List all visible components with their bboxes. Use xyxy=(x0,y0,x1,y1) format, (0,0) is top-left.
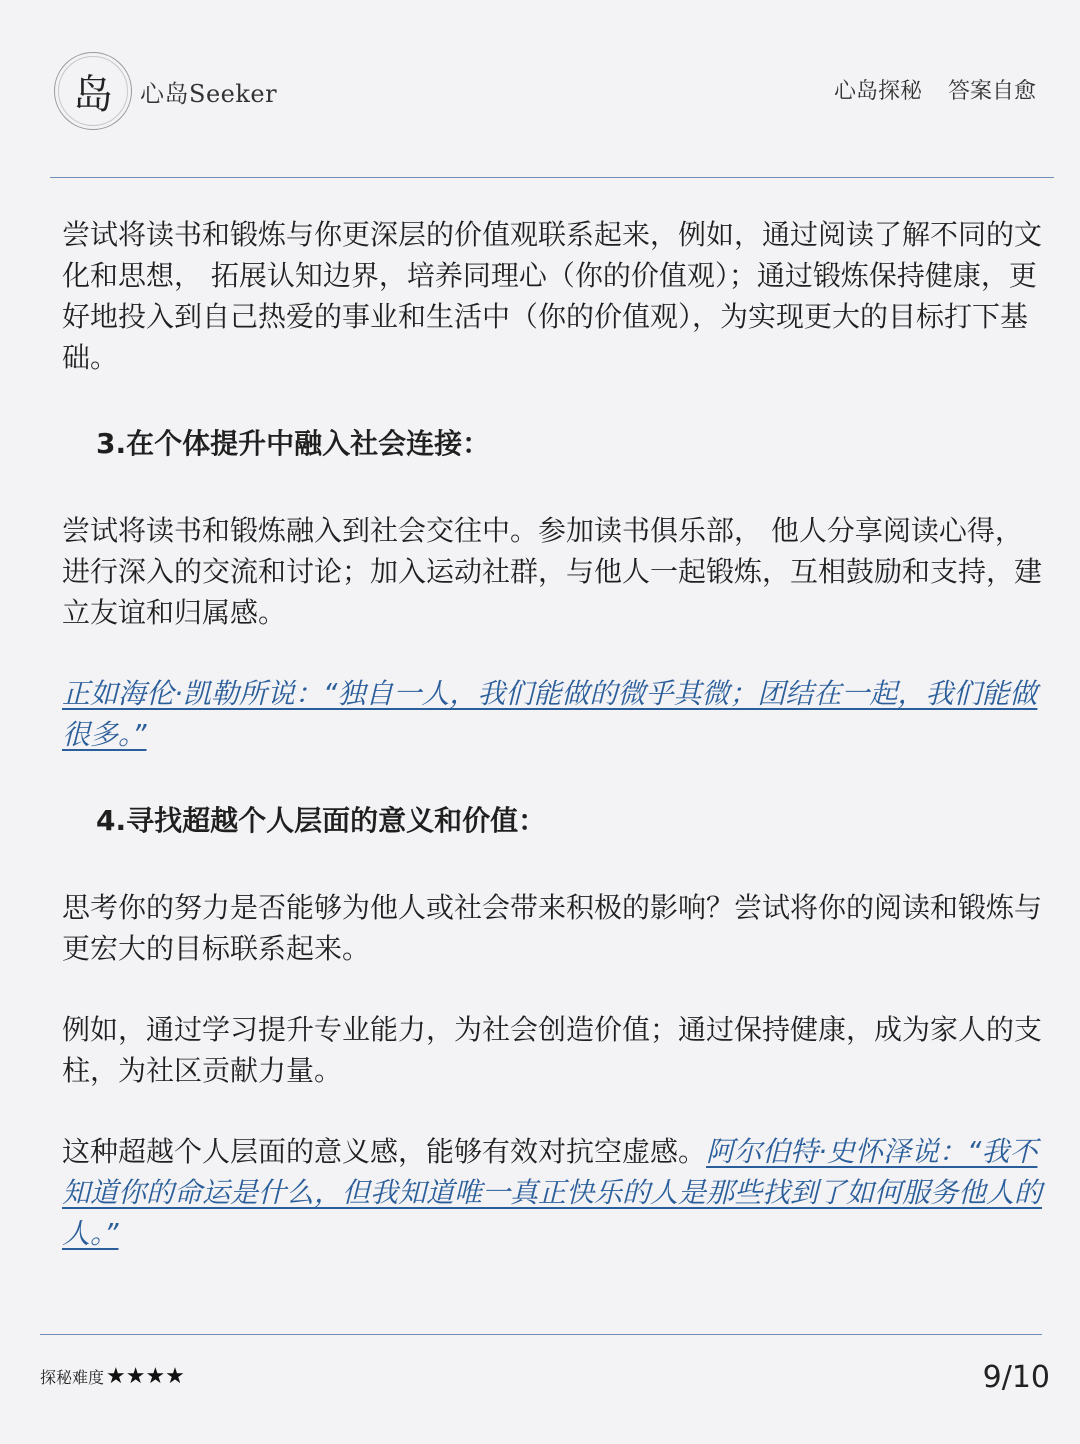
paragraph-social: 尝试将读书和锻炼融入到社会交往中。参加读书俱乐部， 他人分享阅读心得，进行深入的交流和讨论；加入运动社群，与他人一起锻炼，互相鼓励和支持，建立友谊和归属感。 xyxy=(62,514,1043,629)
footer-divider xyxy=(40,1334,1042,1335)
quote-schweitzer[interactable]: 阿尔伯特·史怀泽说：“我不知道你的命运是什么，但我知道唯一真正快乐的人是那些找到了如何服务他人的人。” xyxy=(62,1135,1043,1250)
difficulty-label: 探秘难度 xyxy=(40,1368,105,1387)
paragraph-emptiness-text: 这种超越个人层面的意义感，能够有效对抗空虚感。 xyxy=(62,1135,707,1168)
header-divider xyxy=(50,177,1054,178)
logo-char: 岛 xyxy=(73,71,113,118)
paragraph-example: 例如，通过学习提升专业能力，为社会创造价值；通过保持健康，成为家人的支柱，为社区贡献力量。 xyxy=(62,1013,1043,1087)
quote-helen-keller[interactable]: 正如海伦·凯勒所说：“独自一人，我们能做的微乎其微；团结在一起，我们能做很多。” xyxy=(62,677,1038,751)
brand-name: 心岛Seeker xyxy=(140,80,278,108)
logo xyxy=(54,52,132,130)
nav-item-heal[interactable]: 答案自愈 xyxy=(947,79,1036,104)
star-icon: ★★★★ xyxy=(106,1364,185,1389)
nav-item-explore[interactable]: 心岛探秘 xyxy=(833,79,922,104)
paragraph-meaning: 思考你的努力是否能够为他人或社会带来积极的影响？尝试将你的阅读和锻炼与更宏大的目标联系起来。 xyxy=(62,891,1043,965)
header-nav xyxy=(834,74,1036,105)
page-number: 9/10 xyxy=(982,1360,1050,1395)
section-heading-3: 3.在个体提升中融入社会连接： xyxy=(96,427,491,460)
article-body xyxy=(62,214,1042,1254)
paragraph-values: 尝试将读书和锻炼与你更深层的价值观联系起来，例如，通过阅读了解不同的文化和思想， 拓展认知边界，培养同理心（你的价值观）；通过锻炼保持健康，更好地投入到自己热爱的事业和生活中（你的价值观），为实现更大的目标打下基础。 xyxy=(62,218,1043,374)
difficulty-rating xyxy=(40,1364,185,1389)
paragraph-emptiness xyxy=(62,1131,1042,1254)
section-heading-4: 4.寻找超越个人层面的意义和价值： xyxy=(96,804,547,837)
